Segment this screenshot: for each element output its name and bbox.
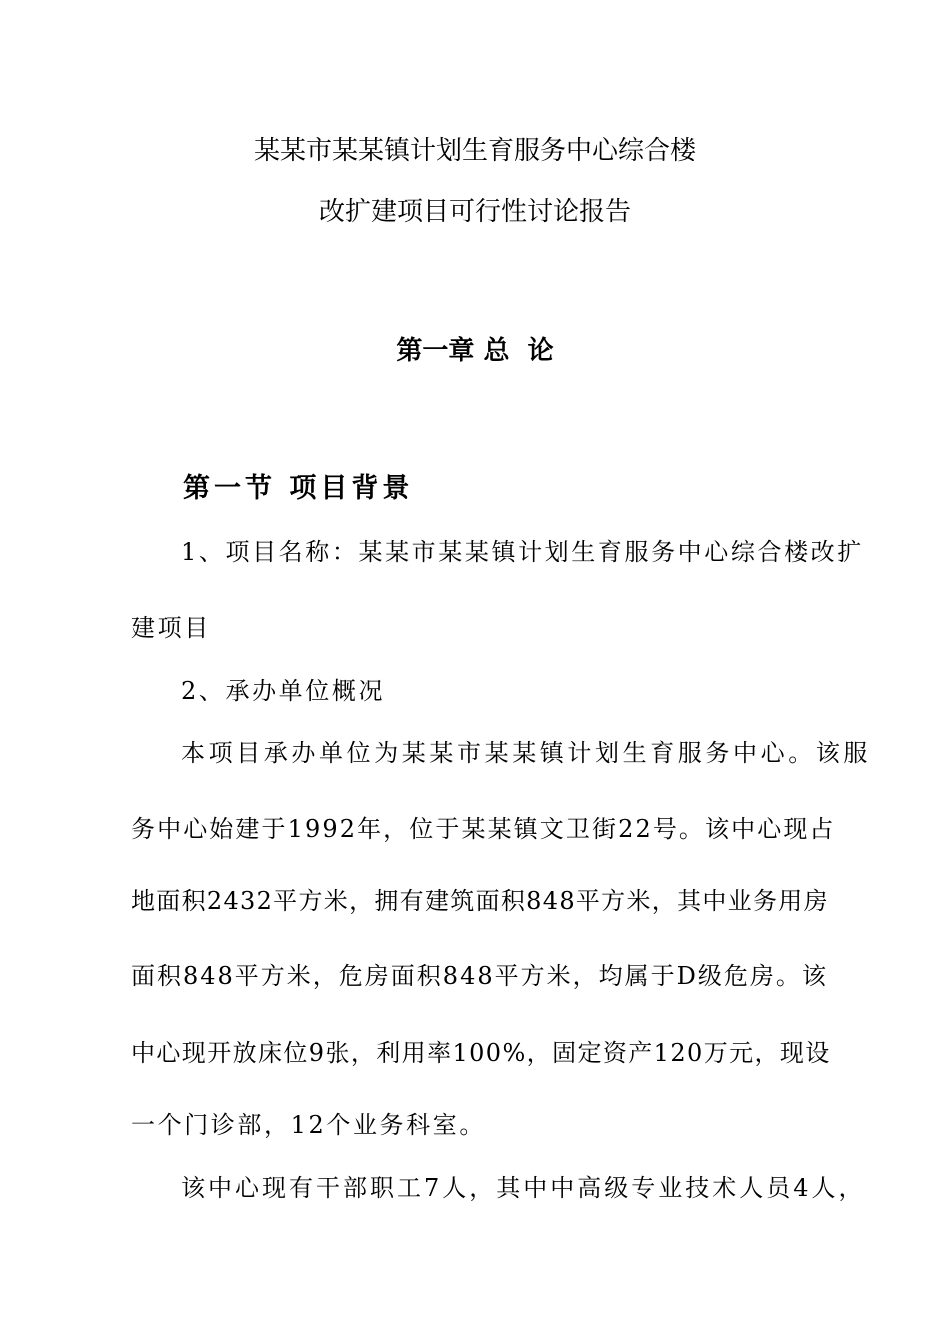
body-line: 地面积2432平方米，拥有建筑面积848平方米，其中业务用房 (131, 887, 829, 915)
body-line: 面积848平方米，危房面积848平方米，均属于D级危房。该 (131, 962, 828, 990)
body-line: 本项目承办单位为某某市某某镇计划生育服务中心。该服 (181, 739, 871, 767)
document-title-line-2: 改扩建项目可行性讨论报告 (318, 197, 631, 227)
body-line: 中心现开放床位9张，利用率100%，固定资产120万元，现设 (131, 1039, 831, 1067)
body-line: 一个门诊部，12个业务科室。 (131, 1111, 486, 1139)
body-line: 该中心现有干部职工7人，其中中高级专业技术人员4人， (181, 1174, 866, 1202)
chapter-heading: 第一章 总 论 (396, 336, 554, 366)
body-line: 2、承办单位概况 (181, 677, 386, 705)
section-heading: 第一节 项目背景 (183, 473, 414, 504)
body-line: 务中心始建于1992年，位于某某镇文卫街22号。该中心现占 (131, 815, 836, 843)
document-title-line-1: 某某市某某镇计划生育服务中心综合楼 (253, 136, 696, 166)
body-line: 1、项目名称：某某市某某镇计划生育服务中心综合楼改扩 (181, 538, 864, 566)
body-line: 建项目 (131, 614, 211, 642)
